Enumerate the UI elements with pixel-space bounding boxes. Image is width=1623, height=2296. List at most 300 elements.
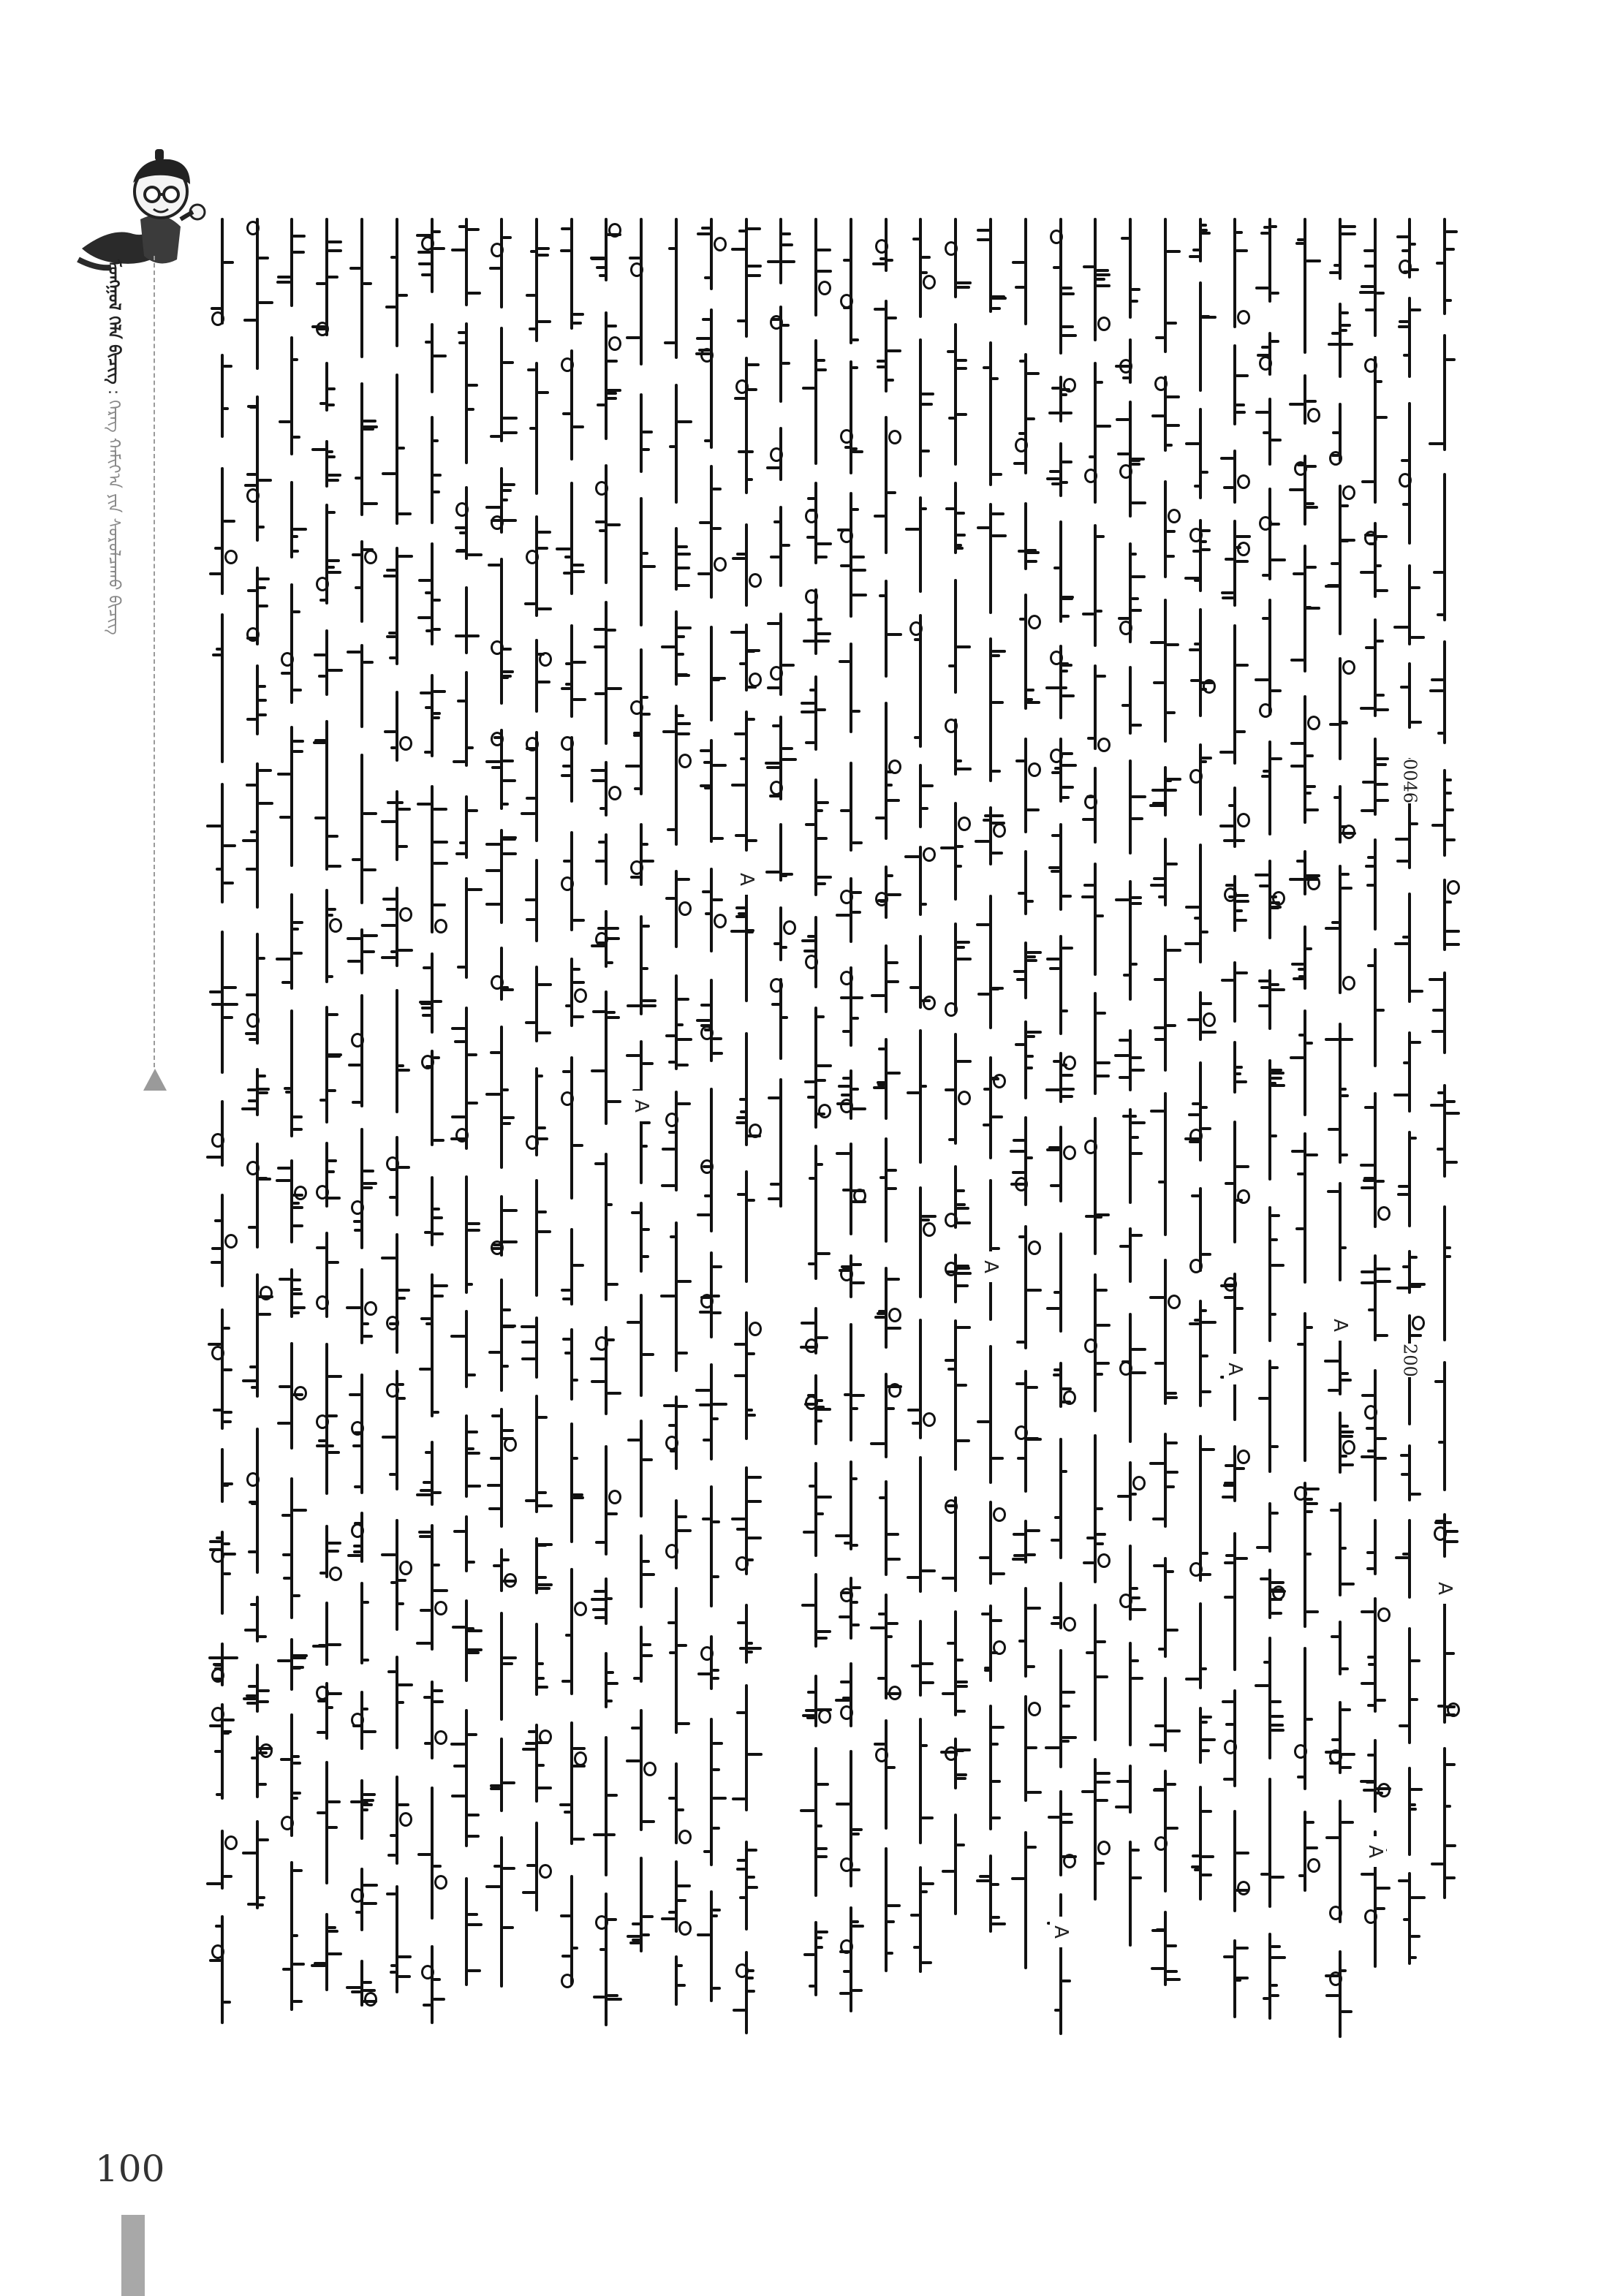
glyph-tooth (1325, 1994, 1339, 1997)
glyph-tooth (1026, 1529, 1040, 1532)
glyph-tooth (1166, 322, 1177, 325)
glyph-tooth (1096, 1213, 1110, 1216)
glyph-tooth (712, 1742, 723, 1745)
glyph-tooth (1255, 678, 1269, 681)
glyph-tooth (572, 968, 580, 971)
glyph-tooth (328, 1550, 339, 1553)
glyph-tooth (1306, 808, 1319, 811)
glyph-tooth (258, 957, 265, 960)
glyph-tooth (1053, 567, 1060, 569)
glyph-tooth (976, 923, 990, 926)
glyph-tooth (1018, 550, 1025, 553)
glyph-tooth (423, 1481, 431, 1484)
glyph-tooth (1166, 863, 1178, 865)
glyph-tooth (328, 240, 342, 243)
glyph-tooth (1158, 1181, 1165, 1183)
glyph-tooth (592, 779, 605, 782)
glyph-tooth (1236, 839, 1245, 842)
script-word (1045, 1582, 1076, 1629)
glyph-stem (465, 1599, 468, 1682)
glyph-loop (491, 515, 504, 530)
glyph-tooth (642, 431, 653, 433)
glyph-tooth (328, 1159, 337, 1162)
glyph-tooth (852, 1407, 858, 1410)
glyph-stem (431, 1524, 434, 1651)
glyph-tooth (887, 1278, 900, 1281)
glyph-tooth (677, 1102, 691, 1105)
script-word (591, 1893, 621, 2026)
glyph-stem (885, 1137, 888, 1243)
glyph-tooth (467, 1651, 480, 1654)
glyph-tooth (1271, 988, 1285, 991)
glyph-tooth (956, 1659, 964, 1662)
script-word (836, 1254, 866, 1298)
glyph-tooth (1306, 792, 1312, 795)
glyph-tooth (537, 1504, 553, 1507)
script-word (347, 382, 377, 516)
glyph-tooth (734, 1343, 746, 1346)
glyph-tooth (352, 1444, 361, 1447)
glyph-tooth (1271, 1724, 1284, 1727)
glyph-tooth (956, 645, 971, 648)
glyph-tooth (1262, 574, 1269, 577)
glyph-tooth (564, 1352, 571, 1355)
glyph-tooth (572, 661, 586, 664)
glyph-tooth (817, 1408, 831, 1411)
glyph-tooth (809, 1985, 815, 1988)
glyph-loop (1097, 1841, 1111, 1855)
glyph-tooth (782, 362, 790, 365)
text-column (591, 218, 621, 2038)
glyph-tooth (991, 307, 1001, 310)
glyph-tooth (292, 1306, 306, 1309)
glyph-tooth (493, 1564, 501, 1567)
glyph-tooth (1410, 990, 1423, 993)
script-word (1255, 1059, 1285, 1181)
script-word (696, 868, 727, 952)
glyph-tooth (979, 1875, 990, 1878)
glyph-tooth (1290, 659, 1304, 662)
glyph-tooth (258, 1783, 267, 1786)
script-word (207, 1448, 238, 1503)
text-column (661, 218, 692, 2038)
script-word (1185, 1300, 1216, 1407)
glyph-tooth (425, 591, 431, 594)
glyph-tooth (1151, 1967, 1165, 1970)
glyph-tooth (887, 1622, 898, 1625)
glyph-stem (745, 1951, 748, 2034)
glyph-stem (814, 1675, 817, 1727)
glyph-tooth (216, 1793, 222, 1796)
glyph-loop (840, 1857, 853, 1872)
glyph-tooth (1201, 1721, 1208, 1724)
glyph-tooth (1155, 336, 1165, 339)
glyph-stem (675, 384, 678, 504)
script-word (382, 547, 412, 665)
glyph-tooth (1403, 1918, 1409, 1921)
glyph-tooth (627, 1935, 640, 1938)
glyph-tooth (1053, 1368, 1060, 1371)
glyph-tooth (956, 1221, 971, 1224)
glyph-stem (605, 1153, 608, 1301)
glyph-tooth (424, 1231, 431, 1234)
glyph-tooth (817, 1936, 822, 1939)
glyph-tooth (817, 809, 823, 812)
glyph-tooth (1271, 1238, 1278, 1241)
glyph-tooth (1221, 979, 1234, 982)
glyph-tooth (596, 266, 605, 269)
glyph-tooth (386, 635, 396, 638)
script-word (347, 540, 377, 623)
script-word (940, 1165, 971, 1229)
glyph-tooth (1131, 1876, 1142, 1879)
glyph-tooth (1293, 572, 1304, 575)
glyph-tooth (1083, 1561, 1094, 1564)
glyph-tooth (631, 1727, 640, 1729)
glyph-tooth (363, 1808, 368, 1811)
glyph-tooth (245, 1379, 257, 1382)
glyph-loop (1329, 1971, 1342, 1986)
glyph-tooth (1150, 884, 1165, 887)
glyph-stem (954, 579, 957, 694)
glyph-loop (1189, 1259, 1203, 1273)
inline-number: 0046 (1394, 759, 1425, 803)
text-column (276, 218, 307, 2038)
glyph-tooth (817, 632, 831, 635)
glyph-tooth (281, 672, 291, 675)
glyph-stem (1233, 520, 1236, 607)
glyph-stem (325, 1602, 328, 1666)
script-word (382, 1519, 412, 1631)
glyph-tooth (363, 1902, 377, 1905)
glyph-tooth (1236, 900, 1249, 903)
glyph-loop (840, 971, 853, 985)
script-word (1150, 935, 1181, 1072)
glyph-tooth (250, 830, 257, 833)
glyph-stem (465, 795, 468, 859)
script-word (417, 952, 447, 1034)
glyph-stem (605, 761, 608, 817)
glyph-tooth (1131, 300, 1138, 303)
glyph-stem (675, 705, 678, 846)
glyph-loop (1063, 1617, 1076, 1632)
script-word (521, 362, 552, 495)
glyph-tooth (977, 238, 990, 241)
glyph-tooth (433, 230, 441, 233)
script-word (871, 1847, 901, 1972)
glyph-tooth (802, 1714, 815, 1717)
glyph-tooth (423, 2004, 431, 2007)
glyph-tooth (956, 768, 972, 770)
glyph-tooth (1012, 1558, 1025, 1561)
glyph-tooth (258, 605, 268, 607)
script-word (1255, 1360, 1285, 1473)
glyph-tooth (852, 1281, 865, 1284)
script-word (556, 624, 587, 718)
glyph-tooth (1271, 1729, 1285, 1732)
glyph-stem (850, 643, 852, 733)
glyph-tooth (956, 413, 967, 416)
glyph-tooth (1341, 324, 1351, 327)
glyph-tooth (1396, 1287, 1409, 1289)
glyph-loop (1015, 1425, 1028, 1440)
script-word (905, 1319, 936, 1439)
script-word (1255, 860, 1285, 939)
glyph-tooth (700, 784, 711, 787)
glyph-stem (500, 1026, 503, 1169)
glyph-tooth (594, 692, 605, 695)
script-word (836, 1323, 866, 1441)
glyph-tooth (878, 1613, 885, 1615)
glyph-stem (1443, 769, 1446, 857)
text-column (1010, 218, 1041, 2038)
script-word (801, 778, 831, 896)
glyph-tooth (467, 292, 481, 295)
glyph-tooth (607, 397, 617, 400)
glyph-stem (605, 833, 608, 885)
glyph-stem (290, 481, 293, 558)
script-word (451, 218, 482, 306)
script-word (1219, 1532, 1250, 1671)
glyph-tooth (279, 1278, 291, 1281)
glyph-tooth (731, 784, 746, 787)
script-word (1080, 863, 1111, 976)
glyph-tooth (363, 428, 374, 431)
glyph-tooth (292, 750, 303, 753)
glyph-tooth (1026, 689, 1034, 692)
script-word (382, 1656, 412, 1749)
script-word (311, 1913, 342, 1991)
glyph-tooth (1410, 1808, 1417, 1811)
glyph-loop (1050, 230, 1063, 244)
glyph-tooth (1154, 1038, 1165, 1041)
glyph-tooth (246, 718, 257, 721)
glyph-tooth (1166, 395, 1180, 398)
glyph-stem (745, 1604, 748, 1664)
glyph-tooth (1062, 1736, 1077, 1739)
glyph-tooth (1131, 501, 1146, 504)
glyph-tooth (977, 526, 990, 529)
glyph-tooth (328, 474, 341, 477)
text-column (1325, 218, 1355, 2038)
glyph-tooth (1062, 1387, 1072, 1390)
glyph-tooth (1118, 617, 1130, 620)
glyph-loop (805, 589, 818, 604)
script-word (1150, 1259, 1181, 1405)
glyph-tooth (1376, 416, 1388, 419)
glyph-tooth (292, 251, 305, 254)
glyph-tooth (537, 983, 552, 986)
glyph-tooth (1376, 783, 1388, 786)
glyph-loop (246, 1472, 260, 1487)
glyph-tooth (363, 1182, 377, 1185)
script-word (1115, 401, 1146, 518)
glyph-tooth (537, 1210, 547, 1213)
glyph-tooth (747, 1352, 755, 1355)
glyph-tooth (1271, 1366, 1279, 1369)
glyph-tooth (355, 586, 361, 589)
glyph-tooth (319, 1099, 326, 1102)
script-word (871, 702, 901, 840)
script-word (871, 1594, 901, 1700)
script-word (1115, 218, 1146, 319)
script-word (1325, 218, 1355, 280)
glyph-tooth (1192, 249, 1200, 251)
script-word (696, 1718, 727, 1866)
glyph-loop (1050, 749, 1063, 763)
glyph-tooth (1361, 1610, 1374, 1613)
glyph-tooth (1131, 1659, 1139, 1662)
glyph-tooth (556, 548, 571, 550)
glyph-tooth (817, 708, 826, 711)
glyph-loop (875, 892, 888, 906)
glyph-tooth (734, 1374, 746, 1377)
glyph-tooth (977, 993, 990, 996)
glyph-tooth (247, 405, 257, 408)
glyph-tooth (1166, 949, 1181, 952)
glyph-tooth (1256, 1546, 1269, 1549)
script-word (661, 1587, 692, 1734)
glyph-tooth (451, 249, 466, 251)
glyph-tooth (642, 565, 656, 568)
script-word (975, 1501, 1006, 1585)
glyph-tooth (677, 626, 692, 629)
glyph-tooth (223, 1553, 236, 1556)
glyph-stem (1094, 863, 1097, 976)
glyph-loop (1119, 1594, 1132, 1608)
student-mascot-icon (67, 139, 221, 278)
glyph-tooth (1026, 1665, 1035, 1668)
glyph-tooth (956, 941, 970, 944)
script-word (1010, 1695, 1041, 1802)
glyph-tooth (467, 1229, 480, 1232)
glyph-tooth (1224, 1596, 1234, 1599)
glyph-tooth (1166, 555, 1175, 558)
glyph-tooth (1166, 1024, 1176, 1027)
script-word (591, 1326, 621, 1415)
glyph-stem (885, 1038, 888, 1120)
glyph-tooth (817, 837, 828, 840)
glyph-tooth (422, 1014, 431, 1017)
glyph-tooth (1341, 225, 1356, 228)
glyph-tooth (1255, 874, 1269, 876)
glyph-tooth (984, 814, 990, 817)
glyph-loop (749, 1124, 762, 1138)
script-word (556, 218, 587, 330)
glyph-tooth (1236, 894, 1249, 897)
glyph-tooth (801, 1322, 815, 1325)
text-column (1429, 218, 1460, 2038)
glyph-tooth (803, 1531, 815, 1534)
script-word (1045, 1438, 1076, 1559)
glyph-stem (989, 1705, 992, 1830)
glyph-tooth (459, 531, 466, 534)
glyph-tooth (805, 823, 815, 826)
glyph-stem (325, 889, 328, 983)
glyph-tooth (807, 1096, 815, 1099)
glyph-tooth (1225, 1723, 1234, 1726)
glyph-loop (351, 1033, 364, 1047)
glyph-stem (465, 877, 468, 979)
glyph-tooth (1131, 1121, 1146, 1124)
glyph-tooth (502, 852, 517, 855)
script-word (556, 736, 587, 803)
glyph-tooth (502, 236, 512, 239)
glyph-tooth (388, 632, 396, 634)
glyph-tooth (1096, 273, 1111, 276)
glyph-stem (885, 1594, 888, 1700)
glyph-tooth (565, 1634, 571, 1637)
glyph-stem (710, 1718, 713, 1866)
glyph-stem (919, 1186, 922, 1298)
script-word (417, 1050, 447, 1146)
glyph-tooth (591, 257, 605, 260)
script-word (1150, 599, 1181, 743)
glyph-tooth (1026, 698, 1033, 701)
glyph-loop (539, 1729, 552, 1744)
glyph-tooth (747, 1876, 755, 1879)
glyph-tooth (1158, 1648, 1165, 1651)
glyph-tooth (1306, 506, 1318, 509)
glyph-tooth (591, 1380, 605, 1383)
script-word (1255, 1502, 1285, 1553)
glyph-tooth (912, 238, 920, 240)
glyph-tooth (363, 1170, 374, 1172)
glyph-tooth (1220, 457, 1234, 460)
glyph-tooth (809, 497, 815, 500)
script-word (696, 1890, 727, 2002)
glyph-tooth (803, 950, 815, 952)
glyph-stem (1339, 785, 1342, 844)
text-column (311, 218, 342, 2038)
glyph-tooth (1225, 558, 1234, 561)
glyph-tooth (677, 420, 692, 423)
glyph-tooth (502, 1662, 513, 1665)
glyph-tooth (1376, 589, 1388, 592)
script-word (347, 218, 377, 358)
glyph-stem (570, 1568, 573, 1695)
script-word (347, 644, 377, 728)
glyph-tooth (1219, 751, 1234, 754)
script-word (871, 416, 901, 554)
glyph-tooth (1062, 334, 1077, 337)
glyph-stem (1199, 1435, 1202, 1582)
glyph-tooth (921, 1085, 927, 1088)
glyph-tooth (467, 888, 483, 891)
glyph-stem (1233, 1810, 1236, 1912)
script-word (382, 790, 412, 861)
glyph-stem (1374, 1739, 1377, 1813)
glyph-tooth (607, 1994, 618, 1997)
glyph-tooth (1015, 759, 1025, 762)
glyph-tooth (1366, 1567, 1374, 1570)
script-word (382, 374, 412, 525)
glyph-loop (1364, 358, 1377, 373)
glyph-stem (1059, 376, 1062, 423)
glyph-tooth (702, 1672, 711, 1675)
glyph-tooth (1049, 470, 1060, 473)
glyph-stem (989, 1056, 992, 1159)
glyph-tooth (1263, 1661, 1269, 1664)
glyph-tooth (1410, 636, 1425, 639)
glyph-tooth (489, 267, 501, 270)
glyph-tooth (1062, 1979, 1071, 1982)
glyph-tooth (607, 961, 613, 964)
glyph-tooth (485, 1885, 501, 1888)
glyph-tooth (662, 1148, 676, 1151)
glyph-tooth (802, 387, 815, 390)
glyph-tooth (1271, 1072, 1285, 1075)
